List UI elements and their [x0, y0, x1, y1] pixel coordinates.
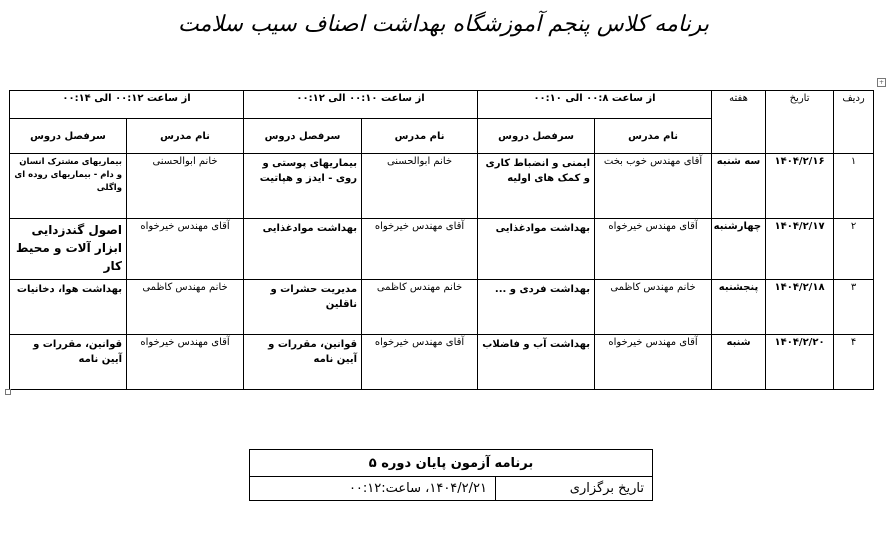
header-slot-1: از ساعت ۰۰:۸ الی ۰۰:۱۰	[478, 91, 712, 119]
row-date: ۱۴۰۴/۲/۲۰	[766, 334, 834, 389]
row-date: ۱۴۰۴/۲/۱۷	[766, 219, 834, 279]
slot-topic: بهداشت هوا، دخانیات	[10, 279, 127, 334]
slot-teacher: آقای مهندس خیرخواه	[595, 334, 712, 389]
slot-teacher: خانم مهندس کاظمی	[127, 279, 244, 334]
header-topic: سرفصل دروس	[244, 119, 362, 154]
exam-date-value: ۱۴۰۴/۲/۲۱، ساعت:۰۰:۱۲	[250, 477, 496, 501]
header-row-number: ردیف	[834, 91, 874, 154]
slot-topic: بیماریهای مشترک انسان و دام - بیماریهای روده ای واگلی	[10, 154, 127, 219]
slot-teacher: خانم ابوالحسنی	[362, 154, 478, 219]
slot-teacher: آقای مهندس خیرخواه	[127, 334, 244, 389]
slot-topic: اصول گندزدایی ابزار آلات و محیط کار	[10, 219, 127, 279]
header-date: تاریخ	[766, 91, 834, 154]
row-day: سه شنبه	[712, 154, 766, 219]
row-day: پنجشنبه	[712, 279, 766, 334]
slot-topic: مدیریت حشرات و ناقلین	[244, 279, 362, 334]
page-title: برنامه کلاس پنجم آموزشگاه بهداشت اصناف سیب سلامت	[178, 12, 709, 37]
row-day: شنبه	[712, 334, 766, 389]
table-row	[10, 279, 874, 334]
slot-teacher: خانم مهندس کاظمی	[595, 279, 712, 334]
header-topic: سرفصل دروس	[10, 119, 127, 154]
header-slot-2: از ساعت ۰۰:۱۰ الی ۰۰:۱۲	[244, 91, 478, 119]
anchor-marker-icon	[5, 389, 11, 395]
exam-table	[249, 449, 653, 501]
slot-teacher: آقای مهندس خیرخواه	[595, 219, 712, 279]
slot-topic: بهداشت موادغذایی	[478, 219, 595, 279]
slot-teacher: آقای مهندس خیرخواه	[127, 219, 244, 279]
header-teacher: نام مدرس	[595, 119, 712, 154]
header-teacher: نام مدرس	[362, 119, 478, 154]
slot-topic: قوانین، مقررات و آیین نامه	[10, 334, 127, 389]
slot-topic: بهداشت فردی و ...	[478, 279, 595, 334]
header-teacher: نام مدرس	[127, 119, 244, 154]
row-day: چهارشنبه	[712, 219, 766, 279]
slot-teacher: آقای مهندس خوب بخت	[595, 154, 712, 219]
row-date: ۱۴۰۴/۲/۱۶	[766, 154, 834, 219]
slot-teacher: آقای مهندس خیرخواه	[362, 334, 478, 389]
slot-teacher: خانم ابوالحسنی	[127, 154, 244, 219]
slot-topic: ایمنی و انضباط کاری و کمک های اولیه	[478, 154, 595, 219]
slot-topic: بهداشت موادغذایی	[244, 219, 362, 279]
table-move-handle-icon[interactable]: +	[878, 79, 885, 86]
row-date: ۱۴۰۴/۲/۱۸	[766, 279, 834, 334]
row-number: ۴	[834, 334, 874, 389]
header-topic: سرفصل دروس	[478, 119, 595, 154]
row-number: ۲	[834, 219, 874, 279]
exam-date-label: تاریخ برگزاری	[496, 477, 653, 501]
row-number: ۳	[834, 279, 874, 334]
exam-title: برنامه آزمون پایان دوره ۵	[250, 450, 653, 477]
row-number: ۱	[834, 154, 874, 219]
slot-topic: بیماریهای پوستی و روی - ایدز و هپاتیت	[244, 154, 362, 219]
slot-teacher: خانم مهندس کاظمی	[362, 279, 478, 334]
table-row	[10, 154, 874, 219]
schedule-table	[9, 90, 874, 390]
slot-topic: بهداشت آب و فاضلاب	[478, 334, 595, 389]
header-week: هفته	[712, 91, 766, 154]
slot-topic: قوانین، مقررات و آیین نامه	[244, 334, 362, 389]
table-row	[10, 219, 874, 279]
header-slot-3: از ساعت ۰۰:۱۲ الی ۰۰:۱۴	[10, 91, 244, 119]
table-row	[10, 334, 874, 389]
slot-teacher: آقای مهندس خیرخواه	[362, 219, 478, 279]
